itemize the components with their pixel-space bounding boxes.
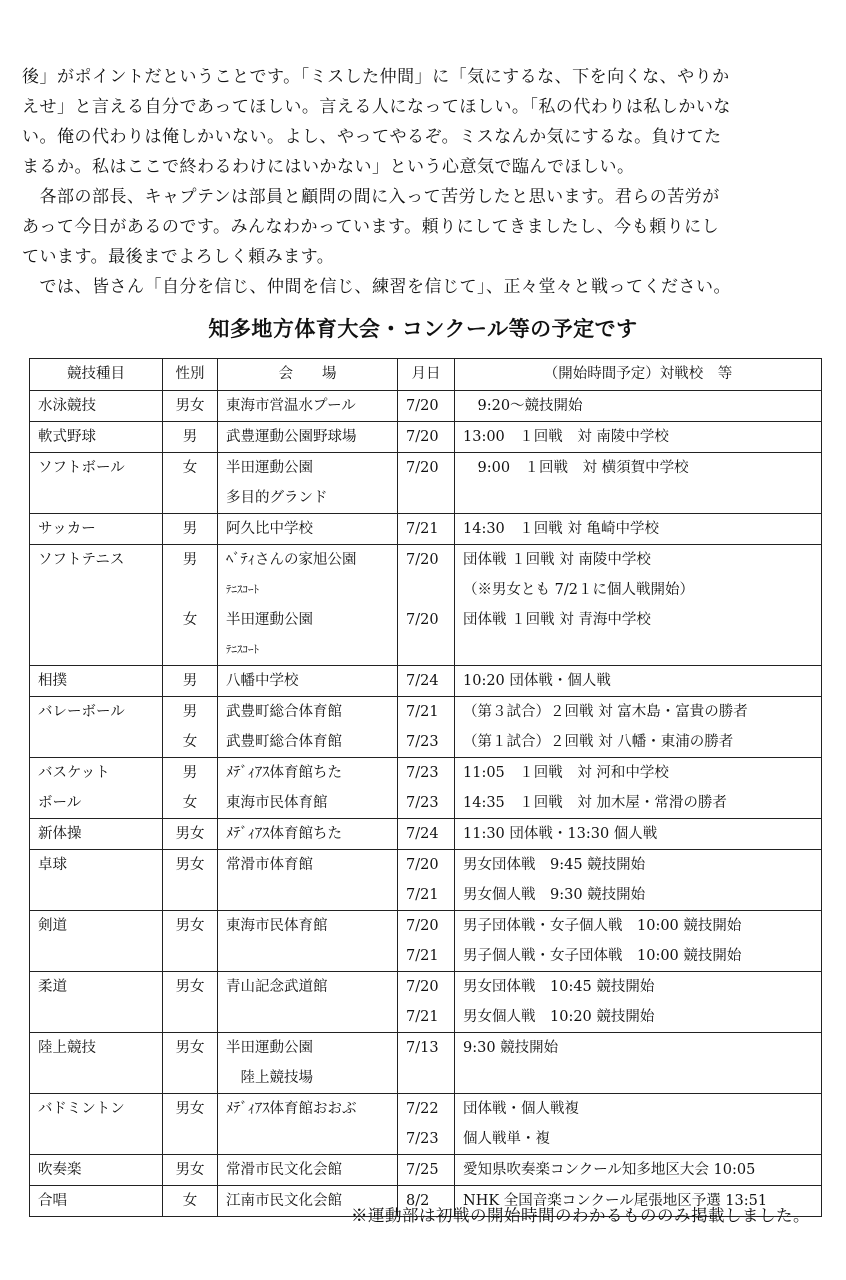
cell-gender-line: 男 [182, 673, 198, 689]
cell-gender-line: 男女 [175, 826, 205, 842]
cell-event-line: 水泳競技 [38, 398, 96, 414]
cell-detail-line: 団体戦 １回戦 対 南陵中学校 [463, 552, 651, 568]
cell-event [30, 850, 163, 911]
cell-event-line [38, 483, 162, 513]
cell-detail [455, 1033, 822, 1094]
cell-date-line: 7/24 [406, 826, 439, 842]
table-row [30, 850, 822, 911]
table-row [30, 666, 822, 697]
cell-date-line: 7/20 [406, 918, 439, 934]
cell-date-line: 7/21 [406, 948, 439, 964]
cell-detail-line: 男女団体戦 10:45 競技開始 [463, 979, 655, 995]
cell-gender [163, 850, 218, 911]
cell-venue [218, 911, 398, 972]
intro-line: まるか。私はここで終わるわけにはいかない」という心意気で臨んでほしい。 [22, 157, 635, 177]
table-row [30, 1094, 822, 1155]
header-detail: （開始時間予定）対戦校 等 [455, 359, 822, 391]
cell-date-line: 7/23 [406, 795, 439, 811]
cell-gender-line: 男 [182, 429, 198, 445]
cell-venue-line: 武豊町総合体育館 [226, 734, 342, 750]
cell-venue-line: 常滑市民文化会館 [226, 1162, 342, 1178]
cell-gender-line: 男女 [175, 1101, 205, 1117]
cell-gender [163, 1186, 218, 1217]
cell-venue-line [226, 941, 397, 971]
cell-detail-line: 団体戦 １回戦 対 青海中学校 [463, 612, 651, 628]
cell-date [398, 850, 455, 911]
cell-gender-line [163, 941, 217, 971]
cell-detail-line: （第３試合）２回戦 対 富木島・富貴の勝者 [463, 704, 748, 720]
cell-event [30, 453, 163, 514]
cell-date [398, 1155, 455, 1186]
cell-venue-line [226, 1124, 397, 1154]
cell-event [30, 666, 163, 697]
table-row [30, 1155, 822, 1186]
cell-event-line: 吹奏楽 [38, 1162, 82, 1178]
cell-event-line [38, 1002, 162, 1032]
intro-line: 各部の部長、キャプテンは部員と顧問の間に入って苦労したと思います。君らの苦労が [22, 187, 720, 207]
cell-event [30, 422, 163, 453]
cell-event-line: バドミントン [38, 1101, 125, 1117]
table-row [30, 697, 822, 758]
cell-detail-line [463, 635, 821, 665]
cell-date-line: 7/25 [406, 1162, 439, 1178]
cell-date [398, 758, 455, 819]
cell-venue-line: 東海市営温水プール [226, 398, 356, 414]
cell-event-line: 剣道 [38, 918, 67, 934]
cell-venue-line: 阿久比中学校 [226, 521, 313, 537]
cell-date-line: 7/20 [406, 429, 439, 445]
cell-gender [163, 1033, 218, 1094]
cell-gender [163, 422, 218, 453]
cell-date-line: 7/22 [406, 1101, 439, 1117]
cell-gender [163, 697, 218, 758]
cell-venue-line: ﾃﾆｽｺｰﾄ [226, 643, 259, 656]
cell-gender-line: 男 [182, 765, 198, 781]
cell-detail-line: 11:05 １回戦 対 河和中学校 [463, 765, 669, 781]
cell-detail-line: 14:30 １回戦 対 亀崎中学校 [463, 521, 660, 537]
cell-date [398, 666, 455, 697]
cell-date-line: 7/20 [406, 460, 439, 476]
cell-event [30, 1033, 163, 1094]
table-row [30, 758, 822, 819]
schedule-heading: 知多地方体育大会・コンクール等の予定です [208, 317, 638, 341]
cell-detail [455, 911, 822, 972]
cell-venue [218, 1094, 398, 1155]
cell-gender-line [163, 483, 217, 513]
cell-venue-line: 八幡中学校 [226, 673, 299, 689]
cell-detail-line: 9:30 競技開始 [463, 1040, 559, 1056]
cell-gender [163, 453, 218, 514]
intro-line: い。俺の代わりは俺しかいない。よし、やってやるぞ。ミスなんか気にするな。負けてた [22, 127, 722, 147]
cell-venue-line: 半田運動公園 [226, 460, 313, 476]
cell-gender-line: 女 [182, 1193, 198, 1209]
cell-event-line [38, 941, 162, 971]
cell-gender [163, 758, 218, 819]
cell-detail-line: 男女個人戦 10:20 競技開始 [463, 1009, 655, 1025]
cell-venue [218, 666, 398, 697]
cell-event [30, 819, 163, 850]
cell-event [30, 1186, 163, 1217]
cell-venue [218, 391, 398, 422]
cell-event-line: 軟式野球 [38, 429, 96, 445]
cell-date-line: 8/2 [406, 1193, 430, 1209]
cell-event-line [38, 1063, 162, 1093]
cell-date-line [406, 483, 454, 513]
cell-detail [455, 1155, 822, 1186]
cell-event-line: ソフトボール [38, 460, 125, 476]
cell-gender-line: 男女 [175, 857, 205, 873]
cell-date-line: 7/20 [406, 552, 439, 568]
cell-venue-line: 多目的グランド [226, 490, 328, 506]
cell-date [398, 391, 455, 422]
cell-date-line: 7/23 [406, 1131, 439, 1147]
cell-detail [455, 972, 822, 1033]
cell-detail-line: （第１試合）２回戦 対 八幡・東浦の勝者 [463, 734, 734, 750]
cell-gender [163, 972, 218, 1033]
cell-date [398, 911, 455, 972]
cell-venue-line: 半田運動公園 [226, 612, 313, 628]
cell-date-line: 7/24 [406, 673, 439, 689]
cell-date-line: 7/23 [406, 734, 439, 750]
cell-detail [455, 514, 822, 545]
cell-date [398, 545, 455, 666]
cell-event [30, 514, 163, 545]
cell-venue [218, 758, 398, 819]
cell-gender-line: 男 [182, 552, 198, 568]
intro-line: えせ」と言える自分であってほしい。言える人になってほしい。「私の代わりは私しかいな [22, 97, 731, 117]
cell-detail-line: 愛知県吹奏楽コンクール知多地区大会 10:05 [463, 1162, 756, 1178]
cell-gender-line: 女 [182, 795, 198, 811]
intro-line: では、皆さん「自分を信じ、仲間を信じ、練習を信じて」、正々堂々と戦ってください。 [22, 277, 731, 297]
cell-event-line: 合唱 [38, 1193, 67, 1209]
cell-detail [455, 850, 822, 911]
cell-gender [163, 1094, 218, 1155]
cell-event-line: 柔道 [38, 979, 67, 995]
cell-event-line: 卓球 [38, 857, 67, 873]
intro-paragraph [22, 62, 828, 302]
cell-event [30, 972, 163, 1033]
cell-detail-line: NHK 全国音楽コンクール尾張地区予選 13:51 [463, 1193, 768, 1209]
cell-detail-line: 男女個人戦 9:30 競技開始 [463, 887, 646, 903]
cell-detail-line: 個人戦単・複 [463, 1131, 550, 1147]
cell-date [398, 422, 455, 453]
cell-detail [455, 666, 822, 697]
cell-detail-line: 10:20 団体戦・個人戦 [463, 673, 611, 689]
cell-date-line: 7/13 [406, 1040, 439, 1056]
cell-venue-line: ﾒﾃﾞｨｱｽ体育館ちた [226, 826, 342, 842]
cell-gender [163, 391, 218, 422]
cell-gender-line [163, 880, 217, 910]
cell-date [398, 972, 455, 1033]
cell-detail [455, 758, 822, 819]
cell-venue-line: 武豊運動公園野球場 [226, 429, 357, 445]
cell-gender-line: 男 [182, 521, 198, 537]
cell-date [398, 514, 455, 545]
cell-gender [163, 514, 218, 545]
cell-venue [218, 1033, 398, 1094]
cell-venue-line: ﾒﾃﾞｨｱｽ体育館おおぶ [226, 1101, 357, 1117]
cell-detail-line: 13:00 １回戦 対 南陵中学校 [463, 429, 669, 445]
cell-detail [455, 391, 822, 422]
table-row [30, 391, 822, 422]
cell-venue-line [226, 880, 397, 910]
cell-date-line [406, 1063, 454, 1093]
cell-date-line: 7/20 [406, 398, 439, 414]
cell-date-line [406, 575, 454, 605]
cell-venue-line [226, 1002, 397, 1032]
cell-date-line: 7/21 [406, 704, 439, 720]
cell-date-line [406, 635, 454, 665]
cell-event-line: バレーボール [38, 704, 125, 720]
cell-event-line [38, 880, 162, 910]
cell-detail-line: 男女団体戦 9:45 競技開始 [463, 857, 646, 873]
cell-gender-line: 男女 [175, 918, 205, 934]
cell-event-line: バスケット [38, 765, 110, 781]
cell-venue-line: 陸上競技場 [226, 1070, 313, 1086]
cell-gender-line: 男女 [175, 398, 205, 414]
cell-venue [218, 697, 398, 758]
cell-detail [455, 819, 822, 850]
cell-date-line: 7/20 [406, 857, 439, 873]
cell-event-line [38, 575, 162, 605]
table-row [30, 972, 822, 1033]
cell-detail-line: 11:30 団体戦・13:30 個人戦 [463, 826, 658, 842]
cell-gender-line: 男女 [175, 1162, 205, 1178]
cell-gender-line: 女 [182, 460, 198, 476]
cell-event-line: 陸上競技 [38, 1040, 96, 1056]
cell-venue-line: ﾍﾞﾃｨさんの家旭公園 [226, 552, 357, 568]
footnote: ※運動部は初戦の開始時間のわかるもののみ掲載しました。 [351, 1206, 810, 1225]
cell-venue [218, 422, 398, 453]
cell-date-line: 7/20 [406, 979, 439, 995]
cell-event [30, 1094, 163, 1155]
header-gender: 性別 [163, 359, 218, 391]
cell-gender-line: 男女 [175, 1040, 205, 1056]
cell-venue-line: 常滑市体育館 [226, 857, 313, 873]
cell-venue-line: 東海市民体育館 [226, 918, 328, 934]
table-header-row [30, 359, 822, 391]
cell-event-line [38, 635, 162, 665]
cell-date-line: 7/23 [406, 765, 439, 781]
cell-venue [218, 1155, 398, 1186]
cell-event [30, 545, 163, 666]
table-row [30, 422, 822, 453]
cell-date-line: 7/21 [406, 887, 439, 903]
cell-venue-line: 東海市民体育館 [226, 795, 328, 811]
cell-detail-line [463, 483, 821, 513]
cell-date [398, 453, 455, 514]
cell-event-line [38, 727, 162, 757]
cell-event-line: ソフトテニス [38, 552, 125, 568]
cell-gender [163, 666, 218, 697]
cell-gender-line [163, 1063, 217, 1093]
table-row [30, 453, 822, 514]
cell-venue-line: 武豊町総合体育館 [226, 704, 342, 720]
cell-gender [163, 819, 218, 850]
table-row [30, 1033, 822, 1094]
cell-gender [163, 545, 218, 666]
intro-line: ています。最後までよろしく頼みます。 [22, 247, 335, 267]
cell-gender-line: 女 [182, 612, 198, 628]
cell-detail [455, 422, 822, 453]
cell-gender [163, 1155, 218, 1186]
cell-event-line: ボール [38, 795, 82, 811]
header-venue: 会 場 [218, 359, 398, 391]
cell-detail [455, 453, 822, 514]
cell-venue [218, 819, 398, 850]
table-row [30, 819, 822, 850]
cell-event-line: 相撲 [38, 673, 67, 689]
cell-venue-line: ﾃﾆｽｺｰﾄ [226, 583, 259, 596]
intro-line: 後」がポイントだということです。「ミスした仲間」に「気にするな、下を向くな、やりか [22, 67, 730, 87]
cell-venue [218, 453, 398, 514]
cell-detail [455, 545, 822, 666]
cell-venue-line: 半田運動公園 [226, 1040, 313, 1056]
cell-detail [455, 1094, 822, 1155]
cell-date [398, 819, 455, 850]
cell-event-line: サッカー [38, 521, 96, 537]
cell-date-line: 7/21 [406, 1009, 439, 1025]
cell-gender-line: 男 [182, 704, 198, 720]
cell-date [398, 697, 455, 758]
cell-event [30, 1155, 163, 1186]
cell-detail-line: 9:00 １回戦 対 横須賀中学校 [463, 460, 689, 476]
cell-detail-line: 男子個人戦・女子団体戦 10:00 競技開始 [463, 948, 742, 964]
cell-date-line: 7/20 [406, 612, 439, 628]
cell-gender-line: 男女 [175, 979, 205, 995]
header-date: 月日 [398, 359, 455, 391]
cell-venue-line: 青山記念武道館 [226, 979, 328, 995]
cell-gender [163, 911, 218, 972]
cell-venue [218, 972, 398, 1033]
table-row [30, 545, 822, 666]
cell-date-line: 7/21 [406, 521, 439, 537]
cell-event-line [38, 605, 162, 635]
table-row [30, 911, 822, 972]
intro-line: あって今日があるのです。みんなわかっています。頼りにしてきましたし、今も頼りにし [22, 217, 720, 237]
cell-venue [218, 545, 398, 666]
cell-detail-line: 男子団体戦・女子個人戦 10:00 競技開始 [463, 918, 742, 934]
cell-venue [218, 514, 398, 545]
cell-event-line [38, 1124, 162, 1154]
cell-detail [455, 697, 822, 758]
table-row [30, 514, 822, 545]
cell-event [30, 697, 163, 758]
cell-detail-line: 14:35 １回戦 対 加木屋・常滑の勝者 [463, 795, 727, 811]
cell-gender-line [163, 575, 217, 605]
cell-detail-line: （※男女とも 7/2１に個人戦開始） [463, 582, 694, 598]
cell-event [30, 758, 163, 819]
cell-event-line: 新体操 [38, 826, 82, 842]
cell-event [30, 391, 163, 422]
cell-detail-line: 9:20～競技開始 [463, 398, 583, 414]
cell-venue-line: ﾒﾃﾞｨｱｽ体育館ちた [226, 765, 342, 781]
header-event: 競技種目 [30, 359, 163, 391]
cell-date [398, 1033, 455, 1094]
cell-event [30, 911, 163, 972]
cell-gender-line [163, 1002, 217, 1032]
cell-date [398, 1094, 455, 1155]
cell-gender-line [163, 1124, 217, 1154]
cell-gender-line: 女 [182, 734, 198, 750]
cell-detail-line: 団体戦・個人戦複 [463, 1101, 579, 1117]
cell-gender-line [163, 635, 217, 665]
cell-venue-line: 江南市民文化会館 [226, 1193, 342, 1209]
schedule-table [29, 358, 822, 1217]
cell-detail-line [463, 1063, 821, 1093]
cell-venue [218, 850, 398, 911]
